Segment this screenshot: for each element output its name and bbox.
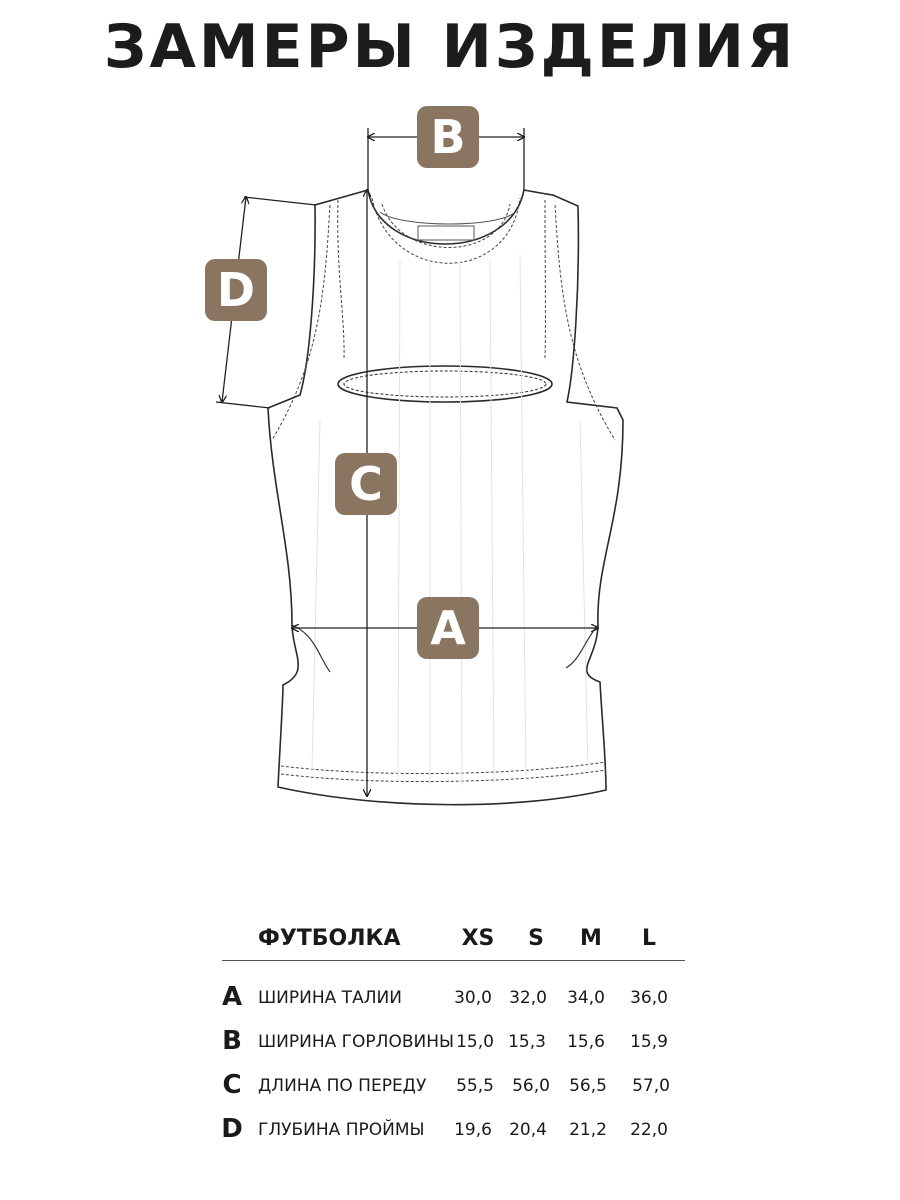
- table-row: [0, 982, 900, 1022]
- row-value-xs: 55,5: [456, 1076, 494, 1096]
- row-label: ДЛИНА ПО ПЕРЕДУ: [258, 1076, 427, 1096]
- row-value-l: 36,0: [630, 988, 668, 1008]
- table-divider: [222, 960, 685, 961]
- garment-outline: [268, 190, 623, 805]
- table-row: [0, 1026, 900, 1066]
- badge-c: C: [335, 453, 397, 515]
- row-value-xs: 15,0: [456, 1032, 494, 1052]
- row-value-m: 15,6: [567, 1032, 605, 1052]
- row-value-xs: 19,6: [454, 1120, 492, 1140]
- badge-d: D: [205, 259, 267, 321]
- table-header-label: ФУТБОЛКА: [258, 926, 401, 951]
- row-label: ГЛУБИНА ПРОЙМЫ: [258, 1120, 425, 1140]
- row-value-s: 32,0: [509, 988, 547, 1008]
- row-label: ШИРИНА ГОРЛОВИНЫ: [258, 1032, 455, 1052]
- row-letter: D: [221, 1114, 243, 1144]
- table-row: [0, 1114, 900, 1154]
- row-letter: B: [222, 1026, 242, 1056]
- size-header-l: L: [641, 926, 657, 951]
- row-letter: A: [221, 982, 243, 1012]
- row-value-m: 56,5: [569, 1076, 607, 1096]
- size-header-s: S: [528, 926, 544, 951]
- page-title: ЗАМЕРЫ ИЗДЕЛИЯ: [103, 12, 797, 82]
- row-label: ШИРИНА ТАЛИИ: [258, 988, 402, 1008]
- cutout: [338, 366, 552, 402]
- neck-tape: [380, 212, 515, 240]
- row-value-m: 21,2: [569, 1120, 607, 1140]
- garment-stitching: [272, 198, 615, 782]
- row-value-xs: 30,0: [454, 988, 492, 1008]
- row-value-s: 20,4: [509, 1120, 547, 1140]
- row-value-s: 56,0: [512, 1076, 550, 1096]
- row-value-m: 34,0: [567, 988, 605, 1008]
- row-value-s: 15,3: [508, 1032, 546, 1052]
- badge-b: B: [417, 106, 479, 168]
- row-value-l: 22,0: [630, 1120, 668, 1140]
- size-header-m: M: [580, 926, 602, 951]
- table-row: [0, 1070, 900, 1110]
- row-letter: C: [222, 1070, 242, 1100]
- rib-texture: [312, 255, 588, 785]
- size-header-xs: XS: [461, 926, 495, 951]
- row-value-l: 57,0: [632, 1076, 670, 1096]
- row-value-l: 15,9: [630, 1032, 668, 1052]
- badge-a: A: [417, 597, 479, 659]
